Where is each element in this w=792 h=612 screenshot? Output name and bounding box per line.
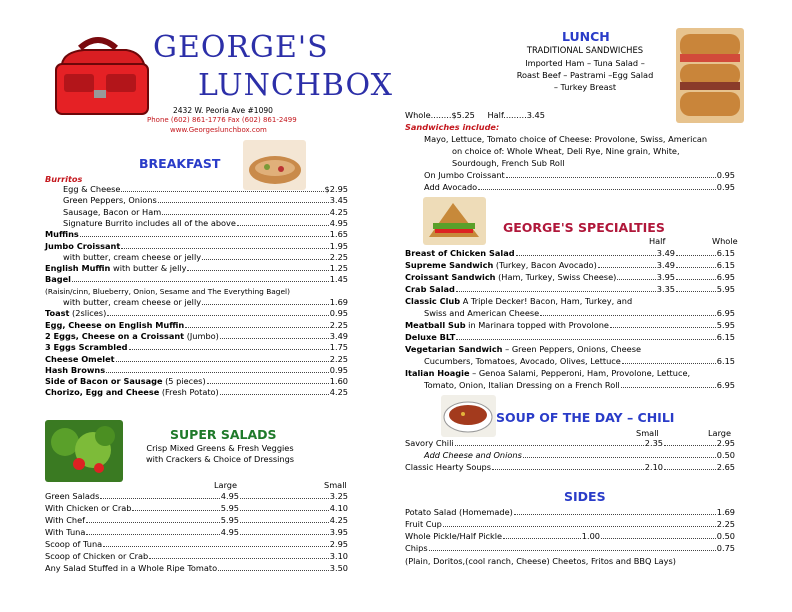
breakfast-dot-leader	[220, 387, 329, 395]
breakfast-item-name: Cheese Omelet	[45, 353, 115, 364]
classic-club-detail: A Triple Decker! Bacon, Ham, Turkey, and	[460, 296, 633, 306]
salad-dot-leader	[86, 515, 220, 523]
breakfast-item	[63, 184, 348, 195]
breakfast-dot-leader	[202, 252, 329, 260]
soup-item-large-price: 0.50	[716, 450, 735, 460]
specialty-dot-leader	[676, 272, 716, 280]
classic-club-name: Classic Club	[405, 296, 461, 306]
side-item-label: Whole Pickle/Half Pickle	[405, 531, 503, 541]
specialty-dot-leader	[598, 260, 656, 268]
breakfast-item-label	[45, 308, 106, 319]
specialty-dot-leader	[516, 248, 656, 256]
breakfast-item-name: Chorizo, Egg and Cheese	[45, 387, 160, 398]
whole-label: Whole	[405, 110, 431, 120]
side-dot-leader	[601, 531, 716, 539]
meatball-sub-whole-price: 5.95	[716, 320, 735, 330]
specialty-item-label	[405, 272, 616, 283]
meatball-sub-label	[405, 320, 609, 331]
breakfast-item	[45, 263, 348, 274]
breakfast-item-price: $2.95	[324, 184, 348, 194]
specialty-dot-leader	[456, 284, 656, 292]
salad-photo	[45, 420, 123, 482]
vegetarian-sandwich-continued	[424, 356, 735, 367]
whole-dots: ........	[430, 110, 452, 120]
side-item	[405, 531, 600, 542]
lunch-extra-price: 0.95	[716, 182, 735, 192]
breakfast-item-detail: Sausage, Bacon or Ham	[63, 206, 162, 217]
breakfast-item-price: 0.95	[329, 308, 348, 319]
breakfast-item-name: Egg, Cheese on English Muffin	[45, 319, 185, 330]
breakfast-dot-leader	[121, 184, 323, 192]
soup-item	[405, 438, 663, 449]
breakfast-item-price: 1.75	[329, 342, 348, 353]
breakfast-item-label	[45, 331, 219, 342]
vegetarian-sandwich-detail: – Green Peppers, Onions, Cheese	[502, 344, 642, 354]
salad-item	[45, 539, 348, 550]
specialty-dot-leader	[617, 272, 655, 280]
breakfast-dot-leader	[116, 354, 329, 362]
meatball-sub	[405, 320, 735, 331]
breakfast-item-label	[63, 252, 201, 263]
breakfast-item-price: 1.95	[329, 240, 348, 251]
breakfast-dot-leader	[220, 331, 329, 339]
salad-item	[45, 491, 239, 502]
soup-item-label: Savory Chili	[405, 438, 454, 448]
breakfast-item-price: 2.25	[329, 353, 348, 364]
specialty-item-detail: (Ham, Turkey, Swiss Cheese)	[495, 272, 617, 282]
lunch-extra-item	[424, 182, 735, 193]
breakfast-item-label	[45, 274, 71, 285]
breakfast-item-label	[45, 376, 206, 387]
vegetarian-sandwich-name: Vegetarian Sandwich	[405, 344, 503, 354]
specialty-item-half-price: 3.49	[656, 248, 675, 258]
side-item-label: Fruit Cup	[405, 519, 442, 529]
specialty-dot-leader	[676, 284, 716, 292]
salad-item-large-price: 4.95	[220, 527, 239, 537]
breakfast-item	[63, 195, 348, 206]
breakfast-item-detail: (Jumbo)	[184, 330, 219, 341]
salads-subtitle-1: Crisp Mixed Greens & Fresh Veggies	[146, 443, 294, 453]
breakfast-item-name: Side of Bacon or Sausage	[45, 376, 163, 387]
salads-title: SUPER SALADS	[170, 427, 277, 442]
lunch-desc-2: Roast Beef – Pastrami –Egg Salad	[516, 70, 654, 80]
specialty-item-label	[405, 248, 515, 259]
salad-dot-leader	[100, 491, 219, 499]
deluxe-blt-whole-price: 6.15	[716, 332, 735, 342]
includes-text-3: Sourdough, French Sub Roll	[452, 158, 565, 168]
salad-item	[45, 551, 348, 562]
side-item-price-col	[600, 531, 735, 542]
lunchbox-logo	[44, 30, 152, 120]
breakfast-item-price: 3.49	[329, 330, 348, 341]
classic-club-label	[405, 296, 632, 307]
salad-dot-leader	[218, 563, 329, 571]
breakfast-item-label	[63, 297, 201, 308]
side-item-price: 0.50	[716, 531, 735, 541]
salad-dot-leader	[240, 491, 329, 499]
breakfast-item-label	[45, 387, 219, 398]
half-price: 3.45	[526, 110, 545, 120]
specialty-item	[405, 248, 675, 259]
salads-col-small: Small	[324, 480, 347, 490]
breakfast-item-label	[45, 342, 128, 353]
breakfast-dot-leader	[162, 207, 329, 215]
specialty-item-label	[405, 284, 455, 295]
soup-dot-leader	[664, 462, 716, 470]
breakfast-item-price: 1.69	[329, 297, 348, 307]
salad-item-small-col	[239, 491, 348, 502]
chili-bowl-photo	[441, 395, 496, 437]
burrito-photo	[243, 140, 306, 190]
breakfast-item	[45, 331, 348, 342]
soup-item	[405, 462, 663, 473]
breakfast-item-price: 4.25	[329, 206, 348, 217]
breakfast-item-label	[45, 263, 186, 274]
specialty-item-whole-col	[675, 248, 735, 259]
italian-hoagie-label	[405, 368, 690, 379]
classic-club-detail-2: Swiss and American Cheese	[424, 308, 540, 318]
breakfast-item	[45, 308, 348, 319]
lunch-extra-price: 0.95	[716, 170, 735, 180]
breakfast-item-name: Muffins	[45, 229, 79, 240]
breakfast-item	[45, 320, 348, 331]
brand-website: www.Georgeslunchbox.com	[170, 126, 267, 134]
breakfast-item-name: Toast	[45, 308, 70, 319]
salad-dot-leader	[240, 503, 329, 511]
soup-item-large-col	[663, 438, 735, 449]
specialty-item	[405, 260, 675, 271]
italian-hoagie-whole-price: 6.95	[716, 380, 735, 390]
salad-dot-leader	[86, 527, 219, 535]
salad-item-large-price: 5.95	[220, 503, 239, 513]
lunch-extra-item	[424, 170, 735, 181]
specialty-item-whole-col	[675, 272, 735, 283]
brand-phone: Phone (602) 861-1776 Fax (602) 861-2499	[147, 116, 297, 124]
salad-item	[45, 515, 239, 526]
breakfast-item-detail: Egg & Cheese	[63, 184, 121, 194]
breakfast-item-detail: (Raisin/cinn, Blueberry, Onion, Sesame and The Everything Bagel)	[45, 286, 290, 296]
breakfast-item	[63, 252, 348, 263]
salad-item-large-price: 4.95	[220, 491, 239, 501]
breakfast-dot-leader	[185, 320, 329, 328]
lunch-whole-half	[405, 110, 545, 120]
specialty-item-name: Supreme Sandwich	[405, 260, 494, 270]
salad-item-label: Any Salad Stuffed in a Whole Ripe Tomato	[45, 563, 218, 573]
breakfast-item	[45, 286, 348, 297]
side-item-price: 2.25	[716, 519, 735, 529]
breakfast-item-detail: with butter, cream cheese or jelly	[63, 251, 202, 262]
breakfast-dot-leader	[121, 241, 329, 249]
soup-item-large-price: 2.95	[716, 438, 735, 448]
breakfast-item-label	[45, 241, 120, 252]
meatball-sub-name: Meatball Sub	[405, 320, 466, 330]
brand-name-line1: GEORGE'S	[153, 30, 329, 65]
breakfast-item	[45, 376, 348, 387]
salad-item-label: With Tuna	[45, 527, 86, 537]
salad-item-small-col	[239, 503, 348, 514]
breakfast-item-price: 1.45	[329, 274, 348, 285]
salad-item-small-col	[239, 527, 348, 538]
side-dot-leader	[429, 543, 716, 551]
meatball-sub-dot-leader	[610, 320, 716, 328]
specialties-title: GEORGE'S SPECIALTIES	[503, 220, 665, 235]
soup-item-small-price: 2.10	[644, 462, 663, 472]
side-item-label: Chips	[405, 543, 428, 553]
breakfast-item-price: 4.25	[329, 387, 348, 398]
salad-item-label: With Chef	[45, 515, 86, 525]
side-dot-leader	[443, 519, 716, 527]
specialty-item-whole-col	[675, 260, 735, 271]
lunch-desc-1: Imported Ham – Tuna Salad –	[525, 58, 645, 68]
brand-name-line2: LUNCHBOX	[198, 68, 393, 103]
italian-hoagie-detail: – Genoa Salami, Pepperoni, Ham, Provolone, Lettuce,	[469, 368, 691, 378]
breakfast-item-detail: with butter, cream cheese or jelly	[63, 297, 202, 307]
salads-col-large: Large	[214, 480, 238, 490]
lunch-title: LUNCH	[562, 29, 610, 44]
salad-dot-leader	[240, 515, 329, 523]
breakfast-item	[45, 365, 348, 376]
specialty-item-name: Breast of Chicken Salad	[405, 248, 515, 258]
breakfast-item-label	[63, 207, 161, 218]
deluxe-blt	[405, 332, 735, 343]
lunch-desc-3: – Turkey Breast	[553, 82, 617, 92]
italian-hoagie-continued	[424, 380, 735, 391]
breakfast-item	[63, 218, 348, 229]
breakfast-item-price: 3.45	[329, 195, 348, 206]
soup-item-label: Classic Hearty Soups	[405, 462, 492, 472]
salad-item-small-price: 3.25	[329, 491, 348, 501]
salad-dot-leader	[149, 551, 329, 559]
specialty-item-half-price: 3.95	[656, 272, 675, 282]
breakfast-dot-leader	[80, 229, 329, 237]
soup-col-small: Small	[636, 428, 659, 438]
breakfast-item	[45, 342, 348, 353]
specialty-item-half-price: 3.49	[656, 260, 675, 270]
breakfast-dot-leader	[237, 218, 329, 226]
salad-dot-leader	[103, 539, 329, 547]
side-item-price: 0.75	[716, 543, 735, 553]
half-dots: .........	[503, 110, 527, 120]
breakfast-item-name: Jumbo Croissant	[45, 240, 121, 251]
side-item	[405, 507, 735, 518]
lunch-dot-leader	[478, 182, 716, 190]
breakfast-item-detail: (2slices)	[69, 308, 107, 319]
specialty-dot-leader	[676, 248, 716, 256]
breakfast-item-price: 0.95	[329, 364, 348, 375]
specialty-item-half-price: 3.35	[656, 284, 675, 294]
salad-dot-leader	[240, 527, 329, 535]
side-item-label: Potato Salad (Homemade)	[405, 507, 513, 517]
breakfast-item-price: 2.25	[329, 319, 348, 330]
salad-item-label: Scoop of Chicken or Crab	[45, 551, 149, 561]
vegetarian-sandwich-label	[405, 344, 641, 355]
vegetarian-sandwich	[405, 344, 735, 355]
soup-item-label: Add Cheese and Onions	[424, 450, 522, 460]
breakfast-item	[45, 387, 348, 398]
breakfast-item	[63, 207, 348, 218]
salad-item-small-price: 2.95	[329, 539, 348, 549]
soup-title: SOUP OF THE DAY – CHILI	[496, 410, 675, 425]
breakfast-item	[45, 354, 348, 365]
soup-item-large-col	[663, 462, 735, 473]
club-sandwich-photo	[423, 197, 486, 245]
breakfast-item-detail: Signature Burrito includes all of the above	[63, 217, 236, 228]
salad-item-small-price: 4.25	[329, 515, 348, 525]
breakfast-item-detail: (5 pieces)	[162, 376, 206, 387]
breakfast-item	[63, 297, 348, 308]
salad-item-small-price: 4.10	[329, 503, 348, 513]
breakfast-item-label	[63, 195, 157, 206]
soup-dot-leader	[664, 438, 716, 446]
side-dot-leader	[503, 531, 581, 539]
breakfast-item-name: 2 Eggs, Cheese on a Croissant	[45, 330, 185, 341]
italian-hoagie	[405, 368, 735, 379]
soup-dot-leader	[492, 462, 644, 470]
salad-item	[45, 527, 239, 538]
lunch-extra-label: On Jumbo Croissant	[424, 170, 505, 180]
breakfast-item-label	[45, 229, 79, 240]
classic-club-dot-leader	[540, 308, 716, 316]
breakfast-item-label	[45, 365, 105, 376]
specialty-item-whole-price: 5.95	[716, 284, 735, 294]
breakfast-item-label	[45, 320, 184, 331]
side-item	[405, 543, 735, 554]
specialties-col-whole: Whole	[712, 236, 738, 246]
specialty-item-whole-price: 6.95	[716, 272, 735, 282]
soup-dot-leader	[523, 450, 716, 458]
breakfast-dot-leader	[207, 376, 329, 384]
includes-text-1: Mayo, Lettuce, Tomato choice of Cheese: Provolone, Swiss, American	[424, 134, 708, 144]
lunch-subtitle: TRADITIONAL SANDWICHES	[526, 45, 644, 55]
soup-item-large-price: 2.65	[716, 462, 735, 472]
salads-subtitle-2: with Crackers & Choice of Dressings	[145, 454, 295, 464]
specialty-item	[405, 284, 675, 295]
sides-note: (Plain, Doritos,(cool ranch, Cheese) Cheetos, Fritos and BBQ Lays)	[405, 556, 676, 566]
salad-item-small-price: 3.95	[329, 527, 348, 537]
breakfast-dot-leader	[129, 342, 329, 350]
specialty-item-label	[405, 260, 597, 271]
breakfast-item-name: 3 Eggs Scrambled	[45, 342, 128, 353]
salad-dot-leader	[132, 503, 219, 511]
breakfast-dot-leader	[158, 195, 329, 203]
breakfast-item-name: English Muffin	[45, 263, 111, 274]
vegetarian-sandwich-detail-2: Cucumbers, Tomatoes, Avocado, Olives, Lettuce	[424, 356, 621, 366]
side-item-half-price: 1.00	[581, 531, 600, 541]
side-item-price: 1.69	[716, 507, 735, 517]
breakfast-item-name: Bagel	[45, 274, 71, 285]
salad-item-label: Green Salads	[45, 491, 100, 501]
vegetarian-sandwich-whole-price: 6.15	[716, 356, 735, 366]
whole-price: $5.25	[451, 110, 475, 120]
breakfast-item-label	[45, 286, 290, 297]
sides-title: SIDES	[564, 489, 606, 504]
specialty-item-name: Crab Salad	[405, 284, 455, 294]
specialty-item-name: Croissant Sandwich	[405, 272, 496, 282]
breakfast-item-price: 2.25	[329, 251, 348, 262]
specialty-item-whole-price: 6.15	[716, 248, 735, 258]
italian-hoagie-detail-2: Tomato, Onion, Italian Dressing on a French Roll	[424, 380, 620, 390]
soup-item-small-price: 2.35	[644, 438, 663, 448]
deluxe-blt-name: Deluxe BLT	[405, 332, 456, 342]
breakfast-item-label	[63, 218, 236, 229]
breakfast-title: BREAKFAST	[139, 156, 221, 171]
breakfast-dot-leader	[107, 308, 329, 316]
meatball-sub-detail: in Marinara topped with Provolone	[465, 320, 609, 330]
specialty-item-whole-col	[675, 284, 735, 295]
specialty-item	[405, 272, 675, 283]
burritos-label: Burritos	[45, 174, 83, 184]
salad-item	[45, 503, 239, 514]
breakfast-item-label	[45, 354, 115, 365]
side-item	[405, 519, 735, 530]
breakfast-item	[45, 274, 348, 285]
brand-address: 2432 W. Peoria Ave #1090	[173, 106, 273, 115]
breakfast-item-detail: with butter & jelly	[110, 263, 187, 274]
salad-item-small-col	[239, 515, 348, 526]
soup-dot-leader	[455, 438, 644, 446]
includes-text-2: on choice of: Whole Wheat, Deli Rye, Nine grain, White,	[452, 146, 680, 156]
salad-item-label: Scoop of Tuna	[45, 539, 103, 549]
salad-item-small-price: 3.50	[329, 563, 348, 573]
breakfast-item-name: Hash Browns	[45, 364, 106, 375]
vegetarian-sandwich-dot-leader	[622, 356, 716, 364]
breakfast-dot-leader	[72, 274, 329, 282]
breakfast-item	[45, 241, 348, 252]
breakfast-item-detail: Green Peppers, Onions	[63, 195, 157, 206]
lunch-dot-leader	[506, 170, 716, 178]
breakfast-dot-leader	[106, 365, 329, 373]
salad-item-large-price: 5.95	[220, 515, 239, 525]
salad-item	[45, 563, 348, 574]
soup-item	[424, 450, 735, 461]
half-label: Half	[487, 110, 504, 120]
breakfast-item-label	[63, 184, 120, 195]
breakfast-item	[45, 229, 348, 240]
specialty-dot-leader	[676, 260, 716, 268]
deluxe-blt-label	[405, 332, 455, 343]
deluxe-blt-dot-leader	[456, 332, 715, 340]
sandwich-photo	[676, 28, 744, 123]
breakfast-item-price: 1.65	[329, 229, 348, 240]
lunch-extra-label: Add Avocado	[424, 182, 478, 192]
soup-col-large: Large	[708, 428, 732, 438]
breakfast-item-price: 1.60	[329, 376, 348, 387]
breakfast-dot-leader	[187, 263, 328, 271]
classic-club-whole-price: 6.95	[716, 308, 735, 318]
breakfast-dot-leader	[202, 297, 329, 305]
classic-club-continued	[424, 308, 735, 319]
italian-hoagie-name: Italian Hoagie	[405, 368, 470, 378]
includes-label: Sandwiches include:	[405, 122, 500, 132]
breakfast-item-price: 4.95	[329, 217, 348, 228]
breakfast-item-detail: (Fresh Potato)	[159, 387, 219, 398]
breakfast-item-price: 1.25	[329, 263, 348, 274]
specialty-item-detail: (Turkey, Bacon Avocado)	[493, 260, 597, 270]
salad-item-label: With Chicken or Crab	[45, 503, 132, 513]
specialties-col-half: Half	[649, 236, 666, 246]
italian-hoagie-dot-leader	[621, 380, 716, 388]
salad-item-small-price: 3.10	[329, 551, 348, 561]
side-dot-leader	[514, 507, 716, 515]
classic-club	[405, 296, 735, 307]
specialty-item-whole-price: 6.15	[716, 260, 735, 270]
